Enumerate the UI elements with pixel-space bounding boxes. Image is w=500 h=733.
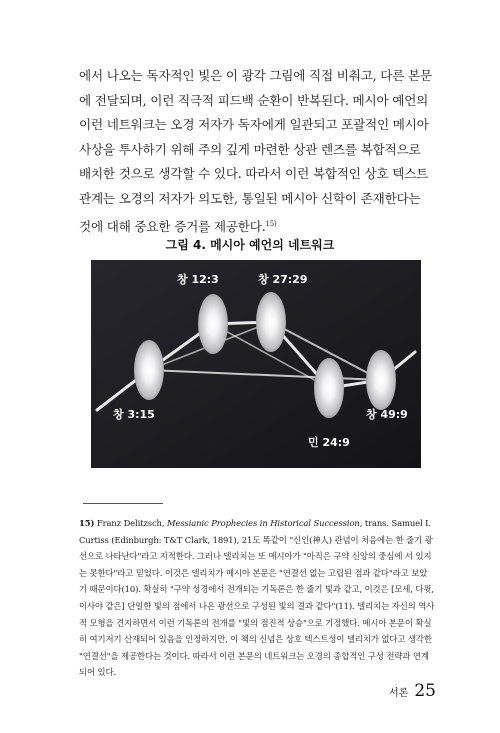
footnote-rule — [83, 503, 163, 504]
label-num-24-9: 민 24:9 — [308, 436, 350, 449]
page-folio — [389, 681, 436, 701]
lens-num-24-9 — [314, 358, 344, 418]
label-gen-3-15: 창 3:15 — [113, 408, 155, 421]
lens-gen-12-3 — [198, 294, 228, 354]
footnote-number: 15) — [79, 518, 95, 528]
body-paragraph — [79, 64, 435, 239]
footnote-book-title: Messianic Prophecies in Historical Succession — [166, 518, 360, 528]
footnote-body: , trans. Samuel I. Curtiss (Edinburgh: T&T Clark, 1891), 21도 똑같이 "신인(神人) 관념이 처음에는 한 줄기 광선으로 나타난다"라고 지적한다. 그러나 델리치는 또 메시아가 "아직은 구약 신앙의 중심에 서 있지는 못한다"라고 믿었다. 이것은 델리치가 메시아 본문은 "연결선 없는 고립된 점과 같다"라고 보았기 때문이다(10). 확실히 "구약 성경에서 전개되는 기독론은 한 줄기 빛과 같고, 이것은 [모세, 다윗, 이사야 같은] 단일한 빛의 점에서 나온 광선으로 구성된 빛의 결과 같다"(11). 델리치는 자신의 역사적 모형을 견지하면서 이런 기독론의 전개를 "빛의 점진적 상승"으로 기정했다. 메시아 본문이 확실히 여기저기 산재되어 있음을 인정하지만, 이 책의 신념은 상호 텍스트성이 델리치가 없다고 생각한 "연결선"을 제공한다는 것이다. 따라서 이런 본문의 네트워크는 오경의 종합적인 구성 전략과 연계되어 있다. — [79, 518, 435, 678]
lens-gen-27-29 — [256, 292, 286, 352]
lens-gen-49-9 — [366, 350, 396, 410]
body-paragraph-text: 에서 나오는 독자적인 빛은 이 광각 그림에 직접 비춰고, 다른 본문에 전달되며, 이런 직극적 피드백 순환이 반복된다. 메시아 예언의 이런 네트워크는 오경 저자가 독자에게 일관되고 포괄적인 메시아 사상을 투사하기 위해 주의 깊게 마련한 상관 렌즈를 복합적으로 배치한 것으로 생각할 수 있다. 따라서 이런 복합적인 상호 텍스트 관계는 오경의 저자가 의도한, 통일된 메시아 신학이 존재한다는 것에 대해 중요한 증거를 제공한다. — [79, 68, 432, 234]
network-illustration — [91, 260, 421, 468]
footnote-reference: 15) — [265, 219, 277, 228]
footnote-author: Franz Delitzsch, — [96, 518, 167, 528]
label-gen-12-3: 창 12:3 — [177, 273, 219, 286]
figure-caption: 그림 4. 메시아 예언의 네트워크 — [165, 238, 335, 252]
lens-gen-3-15 — [134, 340, 164, 400]
label-gen-27-29: 창 27:29 — [258, 273, 308, 286]
running-section-title: 서론 — [389, 688, 409, 699]
network-figure — [91, 260, 421, 468]
page-number: 25 — [414, 681, 436, 701]
label-gen-49-9: 창 49:9 — [366, 408, 408, 421]
footnote — [79, 515, 435, 681]
